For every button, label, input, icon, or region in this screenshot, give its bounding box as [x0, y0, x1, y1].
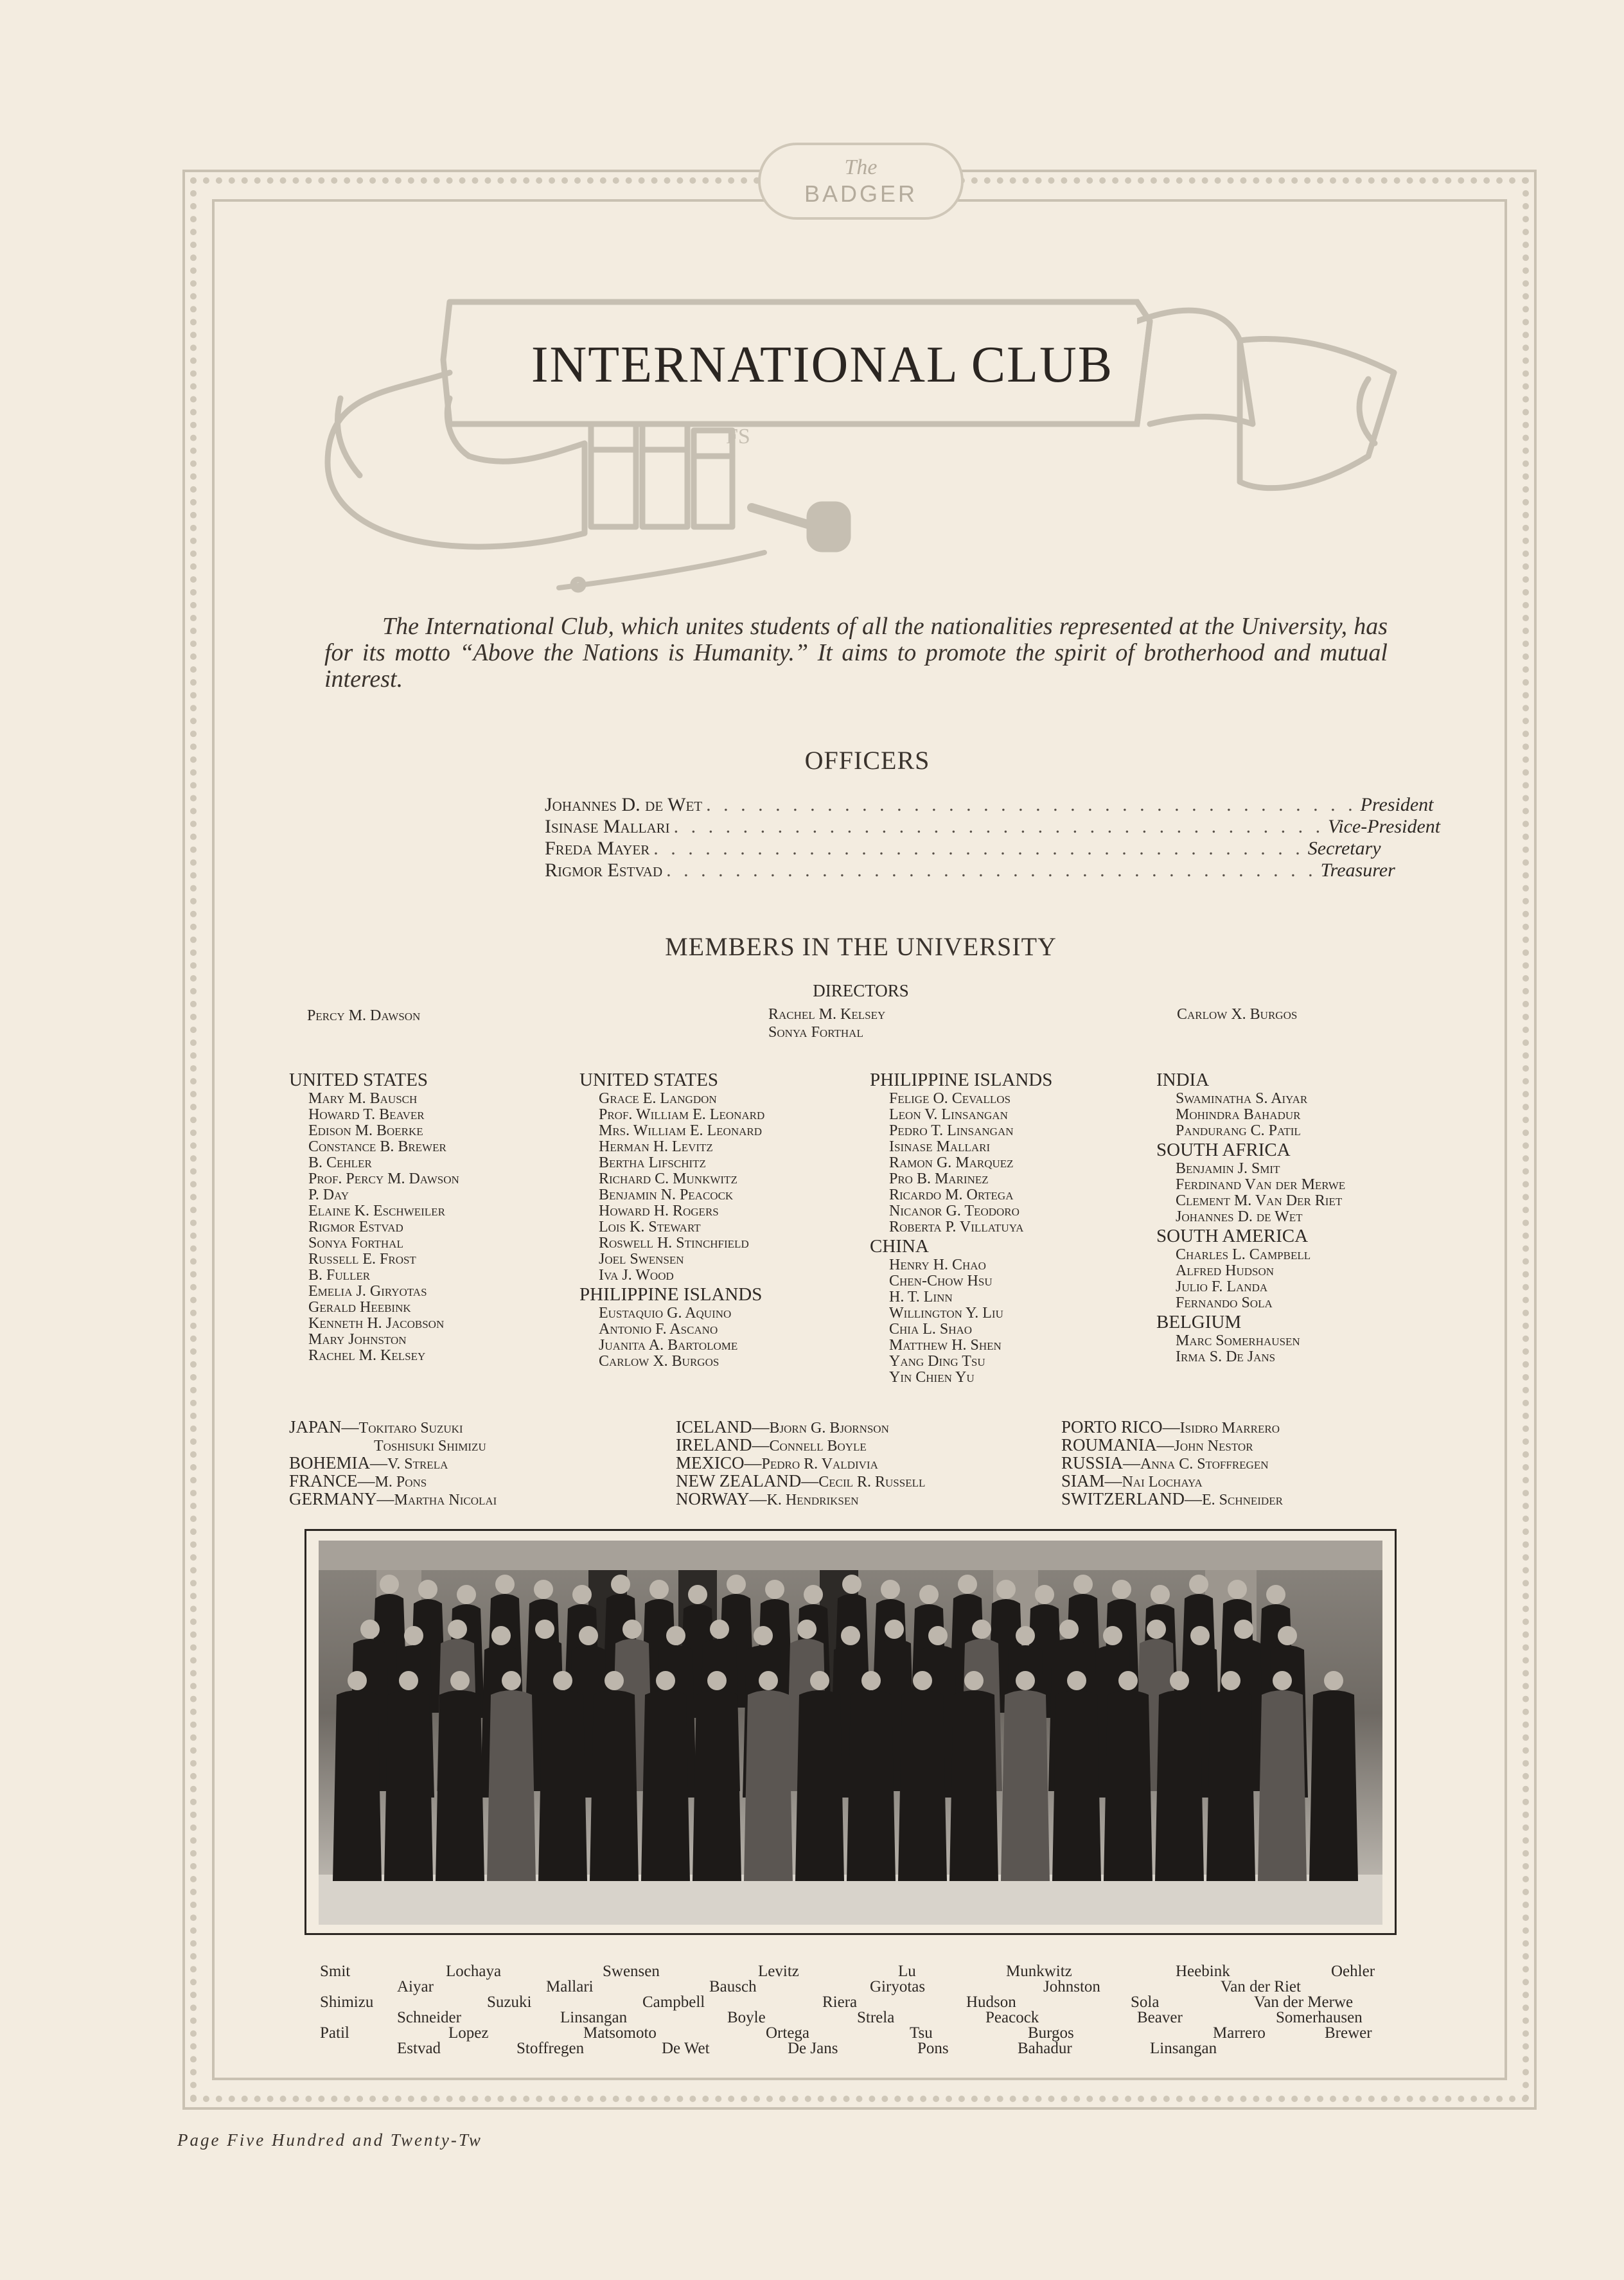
dash: — [376, 1489, 394, 1508]
person-silhouette [1001, 1671, 1050, 1881]
caption-name: Campbell [642, 1993, 705, 2011]
svg-text:FS: FS [726, 425, 750, 448]
member-name: Richard C. Munkwitz [599, 1171, 737, 1187]
person-silhouette [641, 1671, 690, 1881]
member-name: Mohindra Bahadur [1176, 1106, 1301, 1123]
country-line [1061, 1436, 1283, 1454]
country-name: BOHEMIA [289, 1453, 370, 1472]
member-name: Connell Boyle [769, 1438, 867, 1454]
member-name: K. Hendriksen [766, 1492, 859, 1508]
member-name: Clement M. Van Der Riet [1176, 1192, 1343, 1209]
dash: — [370, 1453, 387, 1472]
member-name: Rigmor Estvad [308, 1219, 403, 1235]
person-silhouette [333, 1671, 382, 1881]
member-name: Sonya Forthal [308, 1235, 403, 1251]
officer-row [545, 860, 1395, 881]
member-name: Eustaquio G. Aquino [599, 1305, 732, 1321]
dash: — [801, 1471, 819, 1490]
country-line [676, 1454, 925, 1472]
person-silhouette [847, 1671, 896, 1881]
caption-name: Matsomoto [583, 2024, 657, 2042]
officer-title: President [1360, 794, 1434, 815]
group-photo [319, 1541, 1382, 1925]
person-silhouette [1309, 1671, 1358, 1881]
caption-name: Levitz [758, 1963, 799, 1980]
caption-name: Johnston [1043, 1978, 1100, 1995]
officer-title: Secretary [1307, 838, 1381, 859]
member-name: Mary Johnston [308, 1331, 407, 1348]
caption-name: De Wet [662, 2040, 710, 2057]
member-name: Mrs. William E. Leonard [599, 1122, 762, 1139]
officer-name: Rigmor Estvad [545, 860, 663, 881]
officers-heading: OFFICERS [804, 746, 930, 775]
country-heading: UNITED STATES [579, 1070, 718, 1090]
officer-row [545, 816, 1441, 838]
country-name: JAPAN [289, 1417, 342, 1436]
caption-name: Tsu [910, 2024, 933, 2042]
member-name: John Nestor [1174, 1438, 1253, 1454]
member-name: Charles L. Campbell [1176, 1246, 1311, 1263]
member-name: E. Schneider [1201, 1492, 1283, 1508]
member-name: Irma S. De Jans [1176, 1348, 1276, 1365]
officer-title: Vice-President [1328, 816, 1441, 837]
member-name: Edison M. Boerke [308, 1122, 423, 1139]
country-heading: INDIA [1156, 1070, 1210, 1090]
caption-name: Somerhausen [1276, 2009, 1363, 2026]
country-name: PORTO RICO [1061, 1417, 1163, 1436]
member-name: Tokitaro Suzuki [358, 1420, 463, 1436]
caption-name: Aiyar [397, 1978, 434, 1995]
member-name: Howard T. Beaver [308, 1106, 425, 1123]
caption-name: Boyle [727, 2009, 766, 2026]
directors-center [768, 1005, 885, 1041]
member-name: Felige O. Cevallos [889, 1090, 1011, 1107]
caption-name: Strela [857, 2009, 895, 2026]
dash: — [1104, 1471, 1122, 1490]
leader-dots: . . . . . . . . . . . . . . . . . . . . . . . . . . . . . . . . . . . . . . [653, 838, 1304, 859]
caption-name: Van der Riet [1221, 1978, 1301, 1995]
member-name: Leon V. Linsangan [889, 1106, 1008, 1123]
member-name: M. Pons [375, 1474, 427, 1490]
person-silhouette [384, 1671, 433, 1881]
dash: — [752, 1417, 770, 1436]
country-name: IRELAND [676, 1435, 752, 1454]
member-name: Prof. William E. Leonard [599, 1106, 765, 1123]
caption-name: Schneider [397, 2009, 461, 2026]
director-name: Percy M. Dawson [307, 1007, 421, 1024]
member-name: Matthew H. Shen [889, 1337, 1002, 1354]
directors-heading: DIRECTORS [813, 981, 909, 1000]
country-name: RUSSIA [1061, 1453, 1124, 1472]
member-name: H. T. Linn [889, 1289, 953, 1305]
intro-paragraph [324, 614, 1388, 693]
member-name: Marc Somerhausen [1176, 1332, 1300, 1349]
caption-name: De Jans [788, 2040, 838, 2057]
caption-name: Van der Merwe [1254, 1993, 1354, 2011]
country-name: NEW ZEALAND [676, 1471, 802, 1490]
member-name: Pandurang C. Patil [1176, 1122, 1301, 1139]
member-name: Grace E. Langdon [599, 1090, 717, 1107]
masthead-logo [758, 143, 964, 220]
caption-name: Hudson [966, 1993, 1016, 2011]
member-name: Bjorn G. Bjornson [769, 1420, 889, 1436]
member-name: B. Fuller [308, 1267, 371, 1284]
caption-name: Lochaya [446, 1963, 502, 1980]
country-heading: UNITED STATES [289, 1070, 428, 1090]
member-name: Elaine K. Eschweiler [308, 1203, 445, 1219]
member-name: Yang Ding Tsu [889, 1353, 985, 1370]
country-heading: SOUTH AMERICA [1156, 1226, 1309, 1246]
dash: — [341, 1417, 359, 1436]
caption-name: Pons [917, 2040, 949, 2057]
country-name: MEXICO [676, 1453, 745, 1472]
person-silhouette [795, 1671, 844, 1881]
country-line [676, 1418, 925, 1436]
caption-name: Sola [1131, 1993, 1160, 2011]
member-name: Lois K. Stewart [599, 1219, 701, 1235]
member-name: Cecil R. Russell [818, 1474, 926, 1490]
country-line [1061, 1418, 1283, 1436]
countries-block-1 [289, 1418, 497, 1508]
member-name: Pro B. Marinez [889, 1171, 989, 1187]
country-name: ROUMANIA [1061, 1435, 1157, 1454]
caption-name: Shimizu [320, 1993, 374, 2011]
member-name: B. Cehler [308, 1154, 372, 1171]
member-name: Gerald Heebink [308, 1299, 411, 1316]
dash: — [752, 1435, 770, 1454]
member-name: Rachel M. Kelsey [308, 1347, 426, 1364]
dash: — [1123, 1453, 1141, 1472]
country-heading: PHILIPPINE ISLANDS [870, 1070, 1053, 1090]
caption-name: Lu [898, 1963, 916, 1980]
caption-name: Bausch [709, 1978, 757, 1995]
caption-name: Ortega [766, 2024, 810, 2042]
member-name: Benjamin N. Peacock [599, 1187, 734, 1203]
caption-name: Lopez [448, 2024, 489, 2042]
member-name: Kenneth H. Jacobson [308, 1315, 445, 1332]
caption-name: Burgos [1028, 2024, 1074, 2042]
officer-row [545, 794, 1434, 816]
member-name: Roberta P. Villatuya [889, 1219, 1024, 1235]
intro-text: The International Club, which unites students of all the nationalities represented at the University, has for its motto “Above the Nations is Humanity.” It aims to promote the spirit of brotherhood and mutual interest. [324, 613, 1388, 693]
member-name: Toshisuki Shimizu [374, 1438, 486, 1454]
person-silhouette [744, 1671, 793, 1881]
page-title: INTERNATIONAL CLUB [531, 337, 1114, 393]
members-column-3 [870, 1069, 1146, 1386]
person-silhouette [436, 1671, 484, 1881]
member-name: Juanita A. Bartolome [599, 1337, 738, 1354]
member-name: Henry H. Chao [889, 1257, 986, 1273]
member-name: Carlow X. Burgos [599, 1353, 719, 1370]
director-name: Rachel M. Kelsey [768, 1006, 886, 1023]
country-heading: PHILIPPINE ISLANDS [579, 1284, 763, 1305]
page-footer: Page Five Hundred and Twenty-Tw [177, 2130, 482, 2150]
person-silhouette [1155, 1671, 1204, 1881]
member-name: Julio F. Landa [1176, 1278, 1268, 1295]
country-name: GERMANY [289, 1489, 377, 1508]
officer-name: Isinase Mallari [545, 816, 670, 837]
caption-name: Patil [320, 2024, 349, 2042]
country-heading: BELGIUM [1156, 1312, 1242, 1332]
leader-dots: . . . . . . . . . . . . . . . . . . . . . . . . . . . . . . . . . . . . . . [673, 816, 1325, 837]
caption-name: Munkwitz [1006, 1963, 1072, 1980]
officer-row [545, 838, 1381, 860]
director-name: Carlow X. Burgos [1177, 1006, 1298, 1023]
country-line [289, 1436, 497, 1454]
leader-dots: . . . . . . . . . . . . . . . . . . . . . . . . . . . . . . . . . . . . . . [666, 860, 1317, 881]
person-silhouette [538, 1671, 587, 1881]
caption-name: Suzuki [487, 1993, 532, 2011]
member-name: Russell E. Frost [308, 1251, 416, 1268]
member-name: Joel Swensen [599, 1251, 684, 1268]
country-heading: SOUTH AFRICA [1156, 1140, 1291, 1160]
country-line [1061, 1454, 1283, 1472]
person-silhouette [693, 1671, 741, 1881]
country-line [676, 1472, 925, 1490]
member-name: Antonio F. Ascano [599, 1321, 718, 1338]
member-name: Fernando Sola [1176, 1295, 1273, 1311]
person-silhouette [487, 1671, 536, 1881]
member-name: Isinase Mallari [889, 1138, 991, 1155]
caption-name: Swensen [603, 1963, 660, 1980]
member-name: Ramon G. Marquez [889, 1154, 1014, 1171]
officer-name: Freda Mayer [545, 838, 650, 859]
member-name: Martha Nicolai [394, 1492, 497, 1508]
country-line [289, 1472, 497, 1490]
person-silhouette [590, 1671, 639, 1881]
member-name: Howard H. Rogers [599, 1203, 719, 1219]
country-name: SWITZERLAND [1061, 1489, 1185, 1508]
member-name: Chia L. Shao [889, 1321, 973, 1338]
caption-name: Giryotas [870, 1978, 926, 1995]
caption-name: Oehler [1331, 1963, 1375, 1980]
caption-name: Peacock [985, 2009, 1039, 2026]
person-silhouette [1052, 1671, 1101, 1881]
country-line [289, 1490, 497, 1508]
country-name: NORWAY [676, 1489, 750, 1508]
caption-name: Brewer [1325, 2024, 1372, 2042]
caption-name: Mallari [546, 1978, 594, 1995]
member-name: Nai Lochaya [1122, 1474, 1203, 1490]
member-name: Roswell H. Stinchfield [599, 1235, 749, 1251]
caption-name: Riera [822, 1993, 858, 2011]
caption-name: Marrero [1213, 2024, 1266, 2042]
member-name: Mary M. Bausch [308, 1090, 418, 1107]
dash: — [1162, 1417, 1180, 1436]
member-name: Anna C. Stoffregen [1140, 1456, 1269, 1472]
dash: — [749, 1489, 767, 1508]
country-name: FRANCE [289, 1471, 358, 1490]
countries-block-2 [676, 1418, 925, 1508]
caption-name: Linsangan [1150, 2040, 1217, 2057]
person-silhouette [1104, 1671, 1152, 1881]
member-name: Nicanor G. Teodoro [889, 1203, 1019, 1219]
members-heading: MEMBERS IN THE UNIVERSITY [665, 932, 1057, 961]
country-line [676, 1490, 925, 1508]
member-name: V. Strela [387, 1456, 448, 1472]
member-name: Ferdinand Van der Merwe [1176, 1176, 1346, 1193]
members-column-2 [579, 1069, 856, 1370]
dash: — [744, 1453, 762, 1472]
member-name: Pedro T. Linsangan [889, 1122, 1014, 1139]
caption-name: Estvad [397, 2040, 441, 2057]
member-name: Isidro Marrero [1179, 1420, 1280, 1436]
members-column-1 [289, 1069, 565, 1364]
caption-name: Heebink [1176, 1963, 1230, 1980]
officer-name: Johannes D. de Wet [545, 794, 703, 815]
person-silhouette [1206, 1671, 1255, 1881]
leader-dots: . . . . . . . . . . . . . . . . . . . . . . . . . . . . . . . . . . . . . . [706, 794, 1357, 815]
member-name: Willington Y. Liu [889, 1305, 1003, 1321]
masthead-the: The [844, 155, 878, 179]
person-silhouette [898, 1671, 947, 1881]
member-name: Iva J. Wood [599, 1267, 674, 1284]
country-heading: CHINA [870, 1236, 929, 1257]
dash: — [1156, 1435, 1174, 1454]
member-name: Benjamin J. Smit [1176, 1160, 1280, 1177]
country-line [1061, 1490, 1283, 1508]
country-name: ICELAND [676, 1417, 752, 1436]
person-silhouette [1258, 1671, 1307, 1881]
group-photo-image [319, 1541, 1382, 1925]
country-line [289, 1418, 497, 1436]
members-column-4 [1156, 1069, 1439, 1365]
caption-name: Bahadur [1018, 2040, 1072, 2057]
person-silhouette [949, 1671, 998, 1881]
member-name: Chen-Chow Hsu [889, 1273, 993, 1289]
caption-name: Beaver [1137, 2009, 1183, 2026]
member-name: Ricardo M. Ortega [889, 1187, 1014, 1203]
member-name: Pedro R. Valdivia [761, 1456, 878, 1472]
member-name: Yin Chien Yu [889, 1369, 975, 1386]
dash: — [1184, 1489, 1202, 1508]
officer-title: Treasurer [1320, 860, 1395, 881]
country-name: SIAM [1061, 1471, 1105, 1490]
officers-list [545, 794, 1441, 881]
member-name: Emelia J. Giryotas [308, 1283, 427, 1300]
masthead-badger: BADGER [804, 181, 918, 207]
member-name: Swaminatha S. Aiyar [1176, 1090, 1308, 1107]
country-line [289, 1454, 497, 1472]
director-name: Sonya Forthal [768, 1024, 863, 1041]
caption-name: Stoffregen [516, 2040, 585, 2057]
country-line [676, 1436, 925, 1454]
country-line [1061, 1472, 1283, 1490]
member-name: Bertha Lifschitz [599, 1154, 706, 1171]
member-name: Herman H. Levitz [599, 1138, 713, 1155]
member-name: Alfred Hudson [1176, 1262, 1275, 1279]
caption-name: Linsangan [560, 2009, 628, 2026]
member-name: Prof. Percy M. Dawson [308, 1171, 459, 1187]
countries-block-3 [1061, 1418, 1283, 1508]
member-name: P. Day [308, 1187, 349, 1203]
caption-name: Smit [320, 1963, 351, 1980]
member-name: Johannes D. de Wet [1176, 1208, 1303, 1225]
member-name: Constance B. Brewer [308, 1138, 446, 1155]
dash: — [357, 1471, 375, 1490]
